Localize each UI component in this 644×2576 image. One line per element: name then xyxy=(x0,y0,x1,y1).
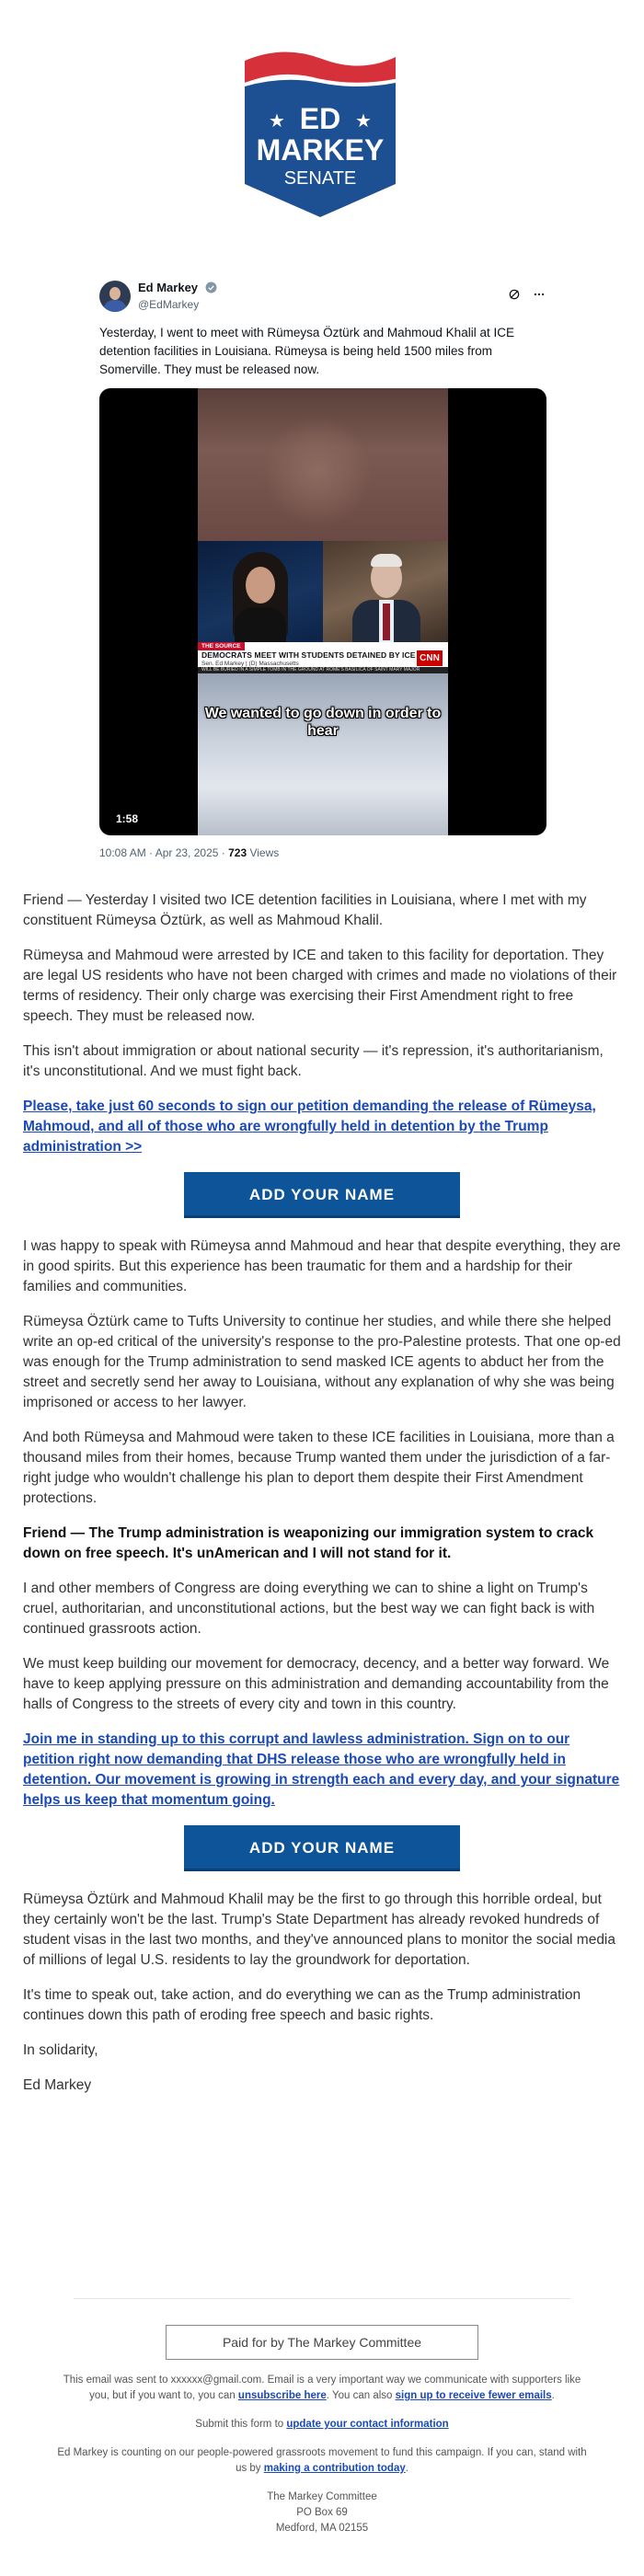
avatar[interactable] xyxy=(99,281,131,312)
add-your-name-button[interactable]: ADD YOUR NAME xyxy=(184,1172,460,1218)
star-left-icon: ★ xyxy=(269,109,285,132)
chyron-subtitle: Sen. Ed Markey | (D) Massachusetts xyxy=(201,661,299,667)
body-paragraph: This isn't about immigration or about national security — it's repression, it's authoritarianism, it's unconstitutional. And we must fight back. xyxy=(23,1043,604,1079)
address-line: PO Box 69 xyxy=(296,2507,348,2518)
ed-markey-senate-logo xyxy=(237,48,403,223)
tweet-meta[interactable] xyxy=(99,846,546,859)
address-line: Medford, MA 02155 xyxy=(275,2523,369,2534)
video-blurred-background xyxy=(198,388,448,541)
tweet-views-count: 723 xyxy=(228,846,247,859)
star-right-icon: ★ xyxy=(355,109,372,132)
footer-contribute xyxy=(55,2445,589,2477)
tweet-timestamp[interactable]: 10:08 AM · Apr 23, 2025 · xyxy=(99,846,229,859)
verified-badge-icon xyxy=(205,282,217,297)
fewer-emails-link[interactable]: sign up to receive fewer emails xyxy=(395,2390,552,2401)
grok-icon[interactable] xyxy=(508,288,521,305)
logo-line-ed: ED xyxy=(299,102,341,135)
body-paragraph: Rümeysa Öztürk and Mahmoud Khalil may be the first to go through this horrible ordeal, but they certainly won't be the last. Trump's State Department has already revoked hundreds of student visas in the last two months, and they've announced plans to monitor the social media of millions of legal U.S. residents to lay the groundwork for deportation. xyxy=(23,1892,615,1968)
add-your-name-button-2[interactable]: ADD YOUR NAME xyxy=(184,1825,460,1871)
body-paragraph: I was happy to speak with Rümeysa annd Mahmoud and hear that despite everything, they are in good spirits. But this experience has been traumatic for them and a hardship for their families and communities. xyxy=(23,1238,621,1294)
body-paragraph: Friend — Yesterday I visited two ICE detention facilities in Louisiana, where I met with my constituent Rümeysa Öztürk, as well as Mahmoud Khalil. xyxy=(23,892,587,928)
tweet-author-name[interactable]: Ed Markey xyxy=(138,281,199,294)
petition-link-1[interactable]: Please, take just 60 seconds to sign our petition demanding the release of Rümeysa, Mahmoud, and all of those who are wrongfully held in detention by the Trump administration >> xyxy=(23,1098,596,1155)
body-paragraph: Rümeysa Öztürk came to Tufts University to continue her studies, and while there she helped write an op-ed critical of the university's response to the pro-Palestine protests. That one op-ed was enough for the Trump administration to send masked ICE agents to abduct her from the street and secretly send her away to Louisiana, without any explanation of why she was being imprisoned or access to her lawyer. xyxy=(23,1314,621,1410)
body-paragraph: It's time to speak out, take action, and do everything we can as the Trump administration continues down this path of eroding free speech and basic rights. xyxy=(23,1987,581,2023)
tweet-views-label: Views xyxy=(247,846,280,859)
body-paragraph: Rümeysa and Mahmoud were arrested by ICE and taken to this facility for deportation. They are legal US residents who have not been charged with crimes and made no violations of their terms of residency. Their only charge was exercising their First Amendment right to free speech. They must be released now. xyxy=(23,948,617,1024)
email-footer xyxy=(55,2298,589,2536)
cnn-logo: CNN xyxy=(417,650,443,666)
sign-off: In solidarity, xyxy=(23,2042,98,2058)
more-options-icon[interactable] xyxy=(532,288,546,305)
footer-update-contact xyxy=(55,2417,589,2432)
chyron-headline: DEMOCRATS MEET WITH STUDENTS DETAINED BY ICE xyxy=(201,650,416,660)
tweet-header xyxy=(99,276,546,316)
body-paragraph: And both Rümeysa and Mahmoud were taken to these ICE facilities in Louisiana, more than a thousand miles from their homes, because Trump wanted them under the jurisdiction of a far-right judge who wouldn't challenge his plan to deport them despite their First Amendment protections. xyxy=(23,1430,615,1506)
signature: Ed Markey xyxy=(23,2077,92,2093)
video-anchor-panel xyxy=(198,541,323,642)
tweet-author-handle[interactable]: @EdMarkey xyxy=(138,298,200,311)
footer-notice-text: . xyxy=(551,2390,555,2401)
video-blurred-background-lower xyxy=(198,673,448,835)
footer-contribute-text: Ed Markey is counting on our people-powered grassroots movement to fund this campaign. If you can, stand with us by xyxy=(57,2447,587,2474)
tweet-video[interactable] xyxy=(99,388,546,835)
video-duration: 1:58 xyxy=(116,812,139,825)
logo-line-senate: SENATE xyxy=(283,168,357,189)
video-senator-panel xyxy=(323,541,448,642)
body-paragraph: I and other members of Congress are doing everything we can to shine a light on Trump's cruel, authoritarian, and unconstitutional actions, but the best way we can fight back is with continued grassroots action. xyxy=(23,1581,595,1637)
address-line: The Markey Committee xyxy=(267,2491,377,2502)
logo-line-markey: MARKEY xyxy=(256,133,385,167)
tweet-text: Yesterday, I went to meet with Rümeysa Öztürk and Mahmoud Khalil at ICE detention facilities in Louisiana. Rümeysa is being held 1500 miles from Somerville. They must be released now. xyxy=(99,326,514,376)
body-paragraph: We must keep building our movement for democracy, decency, and a better way forward. We have to keep applying pressure on this administration and demanding accountability from the halls of Congress to the streets of every city and town in this country. xyxy=(23,1656,610,1712)
tweet-author[interactable] xyxy=(138,281,508,312)
footer-notice-text: . You can also xyxy=(326,2390,396,2401)
body-paragraph-bold: Friend — The Trump administration is weaponizing our immigration system to crack down on free speech. It's unAmerican and I will not stand for it. xyxy=(23,1525,594,1561)
video-caption: We wanted to go down in order to hear xyxy=(204,706,442,739)
email-body xyxy=(23,891,621,2110)
update-contact-link[interactable]: update your contact information xyxy=(286,2419,449,2430)
mailing-address xyxy=(55,2490,589,2536)
logo-graphic xyxy=(237,48,403,223)
petition-link-2[interactable]: Join me in standing up to this corrupt and lawless administration. Sign on to our petition right now demanding that DHS release those who are wrongfully held in detention. Our movement is growing in strength each and every day, and your signature helps us keep that momentum going. xyxy=(23,1731,620,1808)
footer-divider xyxy=(74,2298,570,2299)
footer-notice-text: This email was sent to xxxxxx@gmail.com. Email is a very important way we communicate with supporters like you, but if you want to, you can xyxy=(63,2375,581,2401)
tweet-embed[interactable] xyxy=(99,276,546,859)
contribution-link[interactable]: making a contribution today xyxy=(263,2463,406,2474)
paid-for-box: Paid for by The Markey Committee xyxy=(166,2325,478,2360)
chyron-tag: THE SOURCE xyxy=(198,642,245,650)
video-chyron xyxy=(198,642,448,673)
footer-update-text: Submit this form to xyxy=(195,2419,287,2430)
footer-email-notice xyxy=(55,2373,589,2404)
chyron-ticker: WILL BE BURIED IN A SIMPLE TOMB IN THE GROUND AT ROME'S BASILICA OF SAINT MARY MAJOR xyxy=(198,667,448,673)
footer-contribute-text: . xyxy=(405,2463,408,2474)
unsubscribe-link[interactable]: unsubscribe here xyxy=(237,2390,327,2401)
